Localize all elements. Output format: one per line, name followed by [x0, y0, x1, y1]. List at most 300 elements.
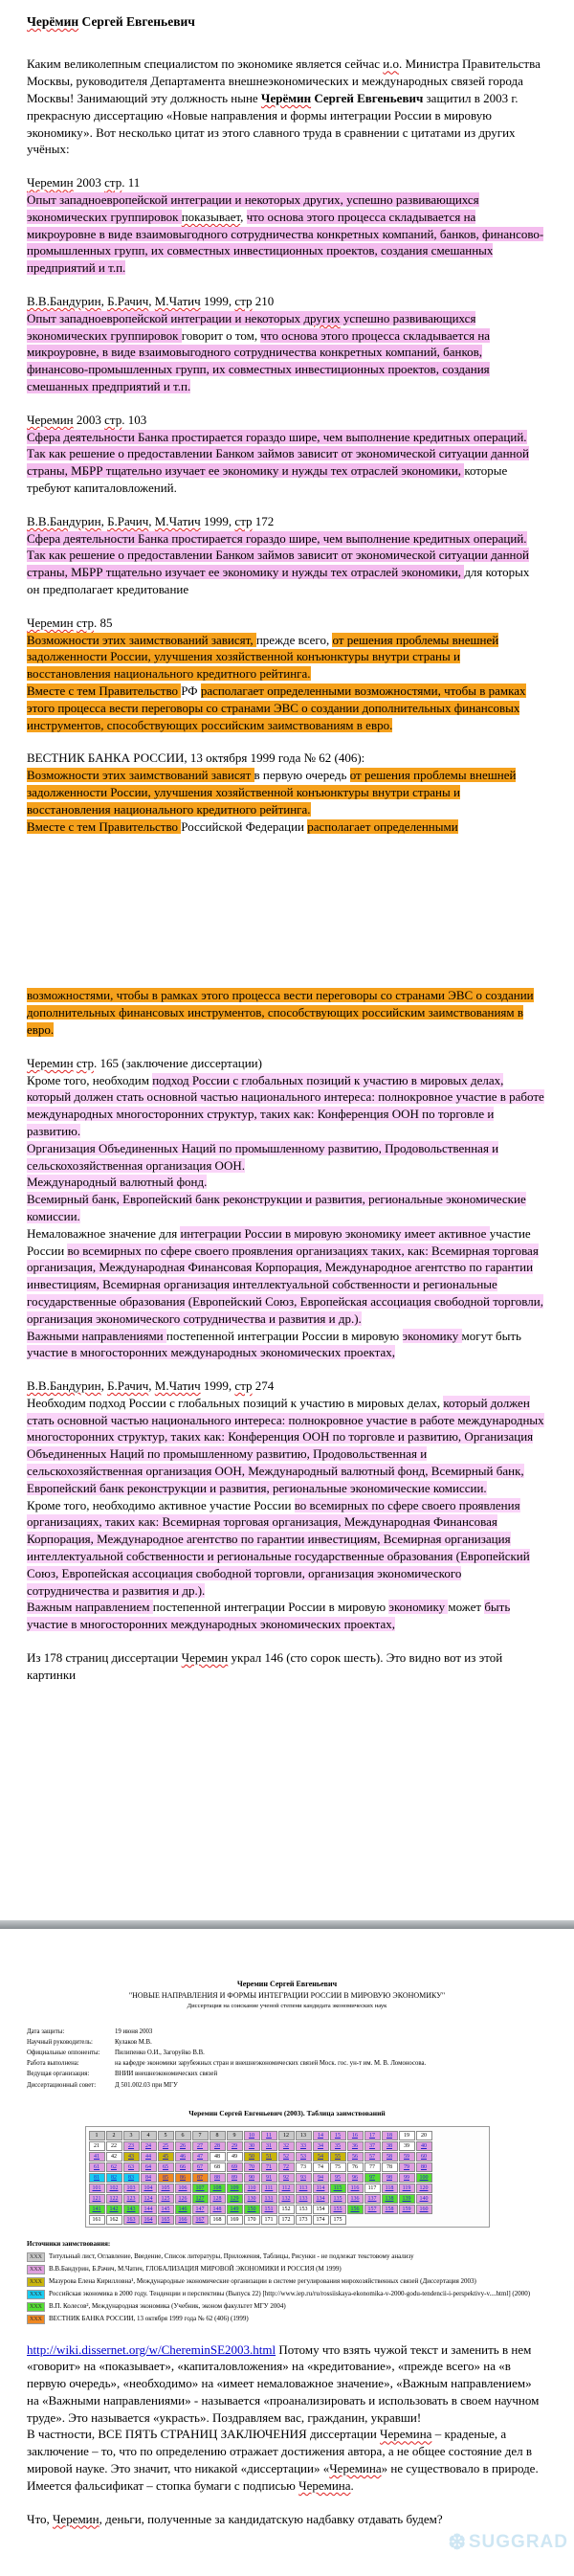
metadata-value: Пилипенко О.И., Загоруйко В.В. — [115, 2048, 426, 2058]
text-segment: М.Чатич — [155, 294, 201, 308]
text-segment: что основа этого процесса складывается на микроуровне, в виде взаимовыгодного сотрудничества конкретных компаний, банков, финансово-промышленных групп, их совместных инвестиционных проектов, создания смешанных предприятий и т.п. — [27, 328, 490, 393]
metadata-row — [27, 2069, 426, 2079]
page-cell[interactable]: 108 — [210, 2184, 226, 2193]
text-line — [27, 767, 545, 818]
text-segment: Организация Объединенных Наций по промышленному развитию, Продовольственная и сельскохозяйственная организация ООН. — [27, 1141, 498, 1173]
page-cell[interactable]: 98 — [382, 2173, 398, 2183]
text-segment: стр — [104, 413, 121, 427]
quote-bandurin-p210 — [27, 293, 545, 395]
text-segment: . 103 — [121, 413, 146, 427]
page-cell[interactable]: 66 — [175, 2162, 191, 2172]
text-line — [27, 2341, 545, 2427]
page-cell[interactable]: 113 — [296, 2184, 312, 2193]
text-segment: Сергей Евгеньевич — [78, 14, 195, 29]
text-segment: . 11 — [121, 175, 140, 190]
page-cell[interactable]: 110 — [244, 2184, 260, 2193]
legend-text: Мазурова Елена Кирилловна¹, Международные экономические организации в системе регулирования мирохозяйственных связей (Диссертация 2003) — [49, 2277, 476, 2285]
table-row — [89, 2193, 487, 2204]
page-cell[interactable]: 61 — [89, 2162, 105, 2172]
page-cell[interactable]: 93 — [296, 2173, 312, 2183]
text-line — [27, 1328, 545, 1362]
page-cell[interactable]: 89 — [227, 2173, 243, 2183]
page-cell[interactable]: 43 — [123, 2152, 140, 2162]
page-cell[interactable]: 119 — [399, 2184, 415, 2193]
quote-source-line — [27, 513, 545, 530]
legend-swatch-gray: XXX — [27, 2252, 45, 2262]
page-cell: 152 — [278, 2205, 295, 2214]
page-cell: 173 — [296, 2215, 312, 2225]
quote-source-line — [27, 1378, 545, 1395]
page-cell[interactable]: 69 — [227, 2162, 243, 2172]
table-row — [89, 2162, 487, 2172]
page-cell[interactable]: 123 — [123, 2194, 140, 2204]
legend-item-gray — [27, 2251, 547, 2262]
page-cell: 174 — [313, 2215, 329, 2225]
page-cell[interactable]: 29 — [227, 2141, 243, 2151]
legend-swatch-pink: XXX — [27, 2265, 45, 2274]
page-cell[interactable]: 139 — [399, 2194, 415, 2204]
page-cell[interactable]: 106 — [175, 2184, 191, 2193]
page-cell[interactable]: 53 — [296, 2152, 312, 2162]
metadata-value: на кафедре экономики зарубежных стран и внешнеэкономических связей Моск. гос. ун-т им. М. В. Ломоносова. — [115, 2058, 426, 2069]
page-cell[interactable]: 122 — [106, 2194, 122, 2204]
text-segment: Черёмин — [261, 91, 311, 105]
dissernet-wiki-link[interactable]: http://wiki.dissernet.org/w/ChereminSE2003.html — [27, 2342, 276, 2357]
page-cell: 73 — [296, 2162, 312, 2172]
text-segment: возможностями, чтобы в рамках этого процесса вести переговоры со странами ЭВС о создании дополнительных финансовых инструментов, способствующих российским заимствованиям в евро. — [27, 988, 534, 1037]
page-cell[interactable]: 104 — [141, 2184, 157, 2193]
text-segment: , — [101, 514, 108, 528]
page-cell[interactable]: 16 — [347, 2131, 364, 2140]
text-segment: Черемин — [27, 1056, 74, 1070]
page-cell[interactable]: 86 — [175, 2173, 191, 2183]
page-cell: 6 — [175, 2131, 191, 2140]
quote-cheremin-p165 — [27, 1055, 545, 1361]
text-segment: М.Чатич — [155, 514, 201, 528]
text-segment: во всемирных по сфере своего проявления организациях таких, как: Всемирная торговая организация, Международная Финансовая Корпорация, Международное агентство по гарантии инвестициям, Всемирная организация интеллектуальной собственности и региональные государственные образования (Европейский Союз, Европейская ассоциация свободной торговли, организация экономического сотрудничества и развития и др.). — [27, 1243, 543, 1326]
page-cell[interactable]: 127 — [192, 2194, 209, 2204]
page-cell[interactable]: 160 — [416, 2205, 432, 2214]
text-segment: интеграции России в мировую экономику имеет активное — [180, 1226, 489, 1241]
page-cell[interactable]: 31 — [261, 2141, 277, 2151]
page-cell[interactable]: 79 — [399, 2162, 415, 2172]
page-cell[interactable]: 156 — [347, 2205, 364, 2214]
text-segment: РФ — [181, 683, 201, 698]
page-cell[interactable]: 109 — [227, 2184, 243, 2193]
metadata-value: Д 501.002.03 при МГУ — [115, 2080, 426, 2091]
text-segment: участие России — [27, 1226, 531, 1258]
page-cell[interactable]: 99 — [399, 2173, 415, 2183]
page-cell[interactable]: 164 — [141, 2215, 157, 2225]
page-cell[interactable]: 72 — [278, 2162, 295, 2172]
page-cell[interactable]: 82 — [106, 2173, 122, 2183]
text-segment: в первую очередь — [254, 768, 350, 782]
page-cell[interactable]: 167 — [192, 2215, 209, 2225]
page-cell[interactable]: 26 — [175, 2141, 191, 2151]
page-cell[interactable]: 105 — [158, 2184, 174, 2193]
text-line — [27, 1191, 545, 1225]
page-break-gap — [27, 851, 545, 987]
metadata-label: Работа выполнена: — [27, 2058, 115, 2069]
page-cell[interactable]: 100 — [416, 2173, 432, 2183]
text-segment: для которых он предполагает кредитование — [27, 565, 529, 596]
metadata-row — [27, 2037, 426, 2048]
page-cell[interactable]: 145 — [158, 2205, 174, 2214]
text-segment: , деньги, полученные за кандидатскую надбавку отдавать будем? — [99, 2512, 443, 2526]
page-cell[interactable]: 51 — [261, 2152, 277, 2162]
page-cell[interactable]: 121 — [89, 2194, 105, 2204]
page-cell[interactable]: 46 — [175, 2152, 191, 2162]
page-cell[interactable]: 102 — [106, 2184, 122, 2193]
text-segment: Так как решение о предоставлении Банком займов зависит от экономической ситуации данной страны, МБРР тщательно изучает ее экономику и нужды тех отраслей экономики, — [27, 446, 529, 478]
pre-image-gap — [27, 1700, 545, 1920]
page-cell[interactable]: 95 — [330, 2173, 346, 2183]
page-cell[interactable]: 18 — [382, 2131, 398, 2140]
page-cell: 68 — [210, 2162, 226, 2172]
page-cell: 77 — [364, 2162, 381, 2172]
page-cell: 75 — [330, 2162, 346, 2172]
text-segment: Кроме того, необходим — [27, 1073, 152, 1087]
text-segment: постепенной интеграции России в мировую — [166, 1329, 403, 1343]
page-cell[interactable]: 147 — [192, 2205, 209, 2214]
metadata-value: 19 июня 2003 — [115, 2027, 426, 2037]
page-cell[interactable]: 130 — [244, 2194, 260, 2204]
page-cell: 153 — [296, 2205, 312, 2214]
page-cell: 22 — [106, 2141, 122, 2151]
legend-swatch-green: XXX — [27, 2302, 45, 2312]
text-line — [27, 56, 545, 158]
quote-cheremin-p103 — [27, 412, 545, 497]
text-segment: . Министра Правительства Москвы, руководителя Департамента внешнеэкономических и международных связей города Москвы! Занимающий эту должность ныне — [27, 56, 541, 105]
text-segment: Каким великолепным специалистом по экономике является сейчас — [27, 56, 383, 71]
page-cell[interactable]: 134 — [313, 2194, 329, 2204]
text-segment: стр — [104, 175, 121, 190]
page-cell[interactable]: 71 — [261, 2162, 277, 2172]
text-segment: стр — [77, 1056, 94, 1070]
page-cell: 74 — [313, 2162, 329, 2172]
legend-item-cyan — [27, 2289, 547, 2299]
page-cell[interactable]: 17 — [364, 2131, 381, 2140]
quote-source-line — [27, 615, 545, 632]
text-line — [27, 2511, 545, 2528]
legend-item-orange — [27, 2314, 547, 2324]
page-cell[interactable]: 159 — [399, 2205, 415, 2214]
text-segment: 210 — [253, 294, 275, 308]
page-cell[interactable]: 37 — [364, 2141, 381, 2151]
page-cell[interactable]: 144 — [141, 2205, 157, 2214]
page-cell[interactable]: 120 — [416, 2184, 432, 2193]
page-cell[interactable]: 30 — [244, 2141, 260, 2151]
table-row — [89, 2172, 487, 2183]
text-segment: В.В.Бандурин — [27, 294, 101, 308]
page-cell[interactable]: 92 — [278, 2173, 295, 2183]
page-cell[interactable]: 124 — [141, 2194, 157, 2204]
text-segment: Вместе с тем Правительство — [27, 819, 181, 834]
page-cell[interactable]: 158 — [382, 2205, 398, 2214]
text-segment: Возможности этих заимствований зависят, — [27, 633, 256, 647]
text-line — [27, 13, 545, 31]
text-segment: украл 146 (сто сорок шесть). Это видно вот из этой картинки — [27, 1650, 502, 1682]
page-cell[interactable]: 60 — [416, 2152, 432, 2162]
text-segment: , — [148, 1378, 155, 1393]
page-cell[interactable]: 52 — [278, 2152, 295, 2162]
text-segment: , — [148, 514, 155, 528]
page-cell[interactable]: 28 — [210, 2141, 226, 2151]
metadata-row — [27, 2058, 426, 2069]
page-cell[interactable]: 56 — [347, 2152, 364, 2162]
text-segment: защитил в 2003 г. прекрасную диссертацию «Новые направления и формы интеграции России в мировую экономику». Вот несколько цитат из этого славного труда в сравнении с цитатами из других учёных: — [27, 91, 519, 156]
text-segment: Немаловажное значение для — [27, 1226, 180, 1241]
page-cell[interactable]: 50 — [244, 2152, 260, 2162]
quote-source-line — [27, 750, 545, 767]
text-segment: подход России с глобальных позиций к участию в мировых делах, который должен стать основной частью национального интереса: полнокровное участие в работе международных многосторонних структур, таких как: Конференция ООН по торговле и развитию. — [27, 1073, 544, 1138]
page-cell[interactable]: 148 — [210, 2205, 226, 2214]
metadata-label: Научный руководитель: — [27, 2037, 115, 2048]
page-cell[interactable]: 103 — [123, 2184, 140, 2193]
page-cell: 169 — [227, 2215, 243, 2225]
page-cell[interactable]: 128 — [210, 2194, 226, 2204]
text-segment: . 85 — [94, 616, 113, 630]
page-cell[interactable]: 54 — [313, 2152, 329, 2162]
text-segment: быть участие в многосторонних международных экономических проектах, — [27, 1600, 510, 1631]
page-cell[interactable]: 45 — [158, 2152, 174, 2162]
text-line — [27, 1649, 545, 1684]
text-segment: 1999, — [201, 1378, 235, 1393]
legend-swatch-yellow: XXX — [27, 2277, 45, 2287]
page-cell[interactable]: 157 — [364, 2205, 381, 2214]
page-cell[interactable]: 14 — [313, 2131, 329, 2140]
text-line — [27, 429, 545, 446]
page-cell[interactable]: 27 — [192, 2141, 209, 2151]
page-cell[interactable]: 25 — [158, 2141, 174, 2151]
page-cell[interactable]: 36 — [347, 2141, 364, 2151]
table-row — [89, 2183, 487, 2193]
page-cell[interactable]: 70 — [244, 2162, 260, 2172]
conclusion-question — [27, 2511, 545, 2528]
legend-item-yellow — [27, 2276, 547, 2287]
page-cell[interactable]: 146 — [175, 2205, 191, 2214]
text-segment: что основа этого процесса складывается на микроуровне в виде взаимовыгодного сотрудничества конкретных компаний, банков, финансово-промышленных групп, их совместных инвестиционных проектов, создания смешанных предприятий и т.п. — [27, 210, 543, 275]
text-segment: . 165 (заключение диссертации) — [94, 1056, 262, 1070]
metadata-label: Дата защиты: — [27, 2027, 115, 2037]
text-segment: и.о — [383, 56, 399, 71]
text-segment: стр — [234, 1378, 252, 1393]
page-cell: 21 — [89, 2141, 105, 2151]
page-cell[interactable]: 63 — [123, 2162, 140, 2172]
page-cell[interactable]: 141 — [89, 2205, 105, 2214]
image-separator-bar — [0, 1920, 574, 1929]
quote-cheremin-p85 — [27, 615, 545, 734]
page-cell[interactable]: 40 — [416, 2141, 432, 2151]
legend-swatch-cyan: XXX — [27, 2290, 45, 2299]
metadata-row — [27, 2048, 426, 2058]
page-cell[interactable]: 135 — [330, 2194, 346, 2204]
page-cell: 170 — [244, 2215, 260, 2225]
page-cell[interactable]: 126 — [175, 2194, 191, 2204]
text-segment: других — [303, 311, 340, 325]
page-cell: 175 — [330, 2215, 346, 2225]
page-cell[interactable]: 34 — [313, 2141, 329, 2151]
page-cell[interactable]: 155 — [330, 2205, 346, 2214]
page-cell: 42 — [106, 2152, 122, 2162]
page-cell[interactable]: 23 — [123, 2141, 140, 2151]
page-cell[interactable]: 111 — [261, 2184, 277, 2193]
page-cell[interactable]: 38 — [382, 2141, 398, 2151]
page-cell[interactable]: 129 — [227, 2194, 243, 2204]
legend-title: Источники заимствования: — [27, 2239, 547, 2250]
text-segment: 2003 — [74, 413, 105, 427]
text-line — [27, 445, 545, 496]
page-cell[interactable]: 80 — [416, 2162, 432, 2172]
page-cell[interactable]: 11 — [261, 2131, 277, 2140]
text-line — [27, 1072, 545, 1140]
page-cell[interactable]: 91 — [261, 2173, 277, 2183]
page-cell[interactable]: 150 — [244, 2205, 260, 2214]
page-cell[interactable]: 44 — [141, 2152, 157, 2162]
page-cell[interactable]: 149 — [227, 2205, 243, 2214]
legend-text: ВЕСТНИК БАНКА РОССИИ, 13 октября 1999 года № 62 (406) (1999) — [49, 2315, 249, 2322]
dissertation-header — [27, 1979, 547, 2011]
page-cell[interactable]: 115 — [330, 2184, 346, 2193]
page-cell[interactable]: 94 — [313, 2173, 329, 2183]
page-cell[interactable]: 35 — [330, 2141, 346, 2151]
text-line — [27, 818, 545, 836]
page-cell[interactable]: 125 — [158, 2194, 174, 2204]
page-cell[interactable]: 84 — [141, 2173, 157, 2183]
page-cell[interactable]: 116 — [347, 2184, 364, 2193]
page-cell[interactable]: 165 — [158, 2215, 174, 2225]
text-segment: Необходим подход России с глобальных позиций к участию в мировых делах, — [27, 1396, 443, 1410]
page-cell[interactable]: 131 — [261, 2194, 277, 2204]
text-segment: , — [148, 294, 155, 308]
legend-item-green — [27, 2301, 547, 2312]
page-cell[interactable]: 132 — [278, 2194, 295, 2204]
text-segment: В частности, ВСЕ ПЯТЬ СТРАНИЦ ЗАКЛЮЧЕНИЯ диссертации — [27, 2427, 380, 2441]
page-cell[interactable]: 67 — [192, 2162, 209, 2172]
page-cell[interactable]: 58 — [382, 2152, 398, 2162]
legend-swatch-orange: XXX — [27, 2315, 45, 2324]
page-cell: 3 — [123, 2131, 140, 2140]
page-cell[interactable]: 166 — [175, 2215, 191, 2225]
page-cell: 78 — [382, 2162, 398, 2172]
quote-bandurin-p172 — [27, 513, 545, 598]
page-cell: 4 — [141, 2131, 157, 2140]
text-line — [27, 2426, 545, 2494]
page-cell[interactable]: 142 — [106, 2205, 122, 2214]
page-cell[interactable]: 83 — [123, 2173, 140, 2183]
page-cell[interactable]: 140 — [416, 2194, 432, 2204]
text-segment: стр — [77, 616, 94, 630]
page-cell[interactable]: 41 — [89, 2152, 105, 2162]
metadata-value: ВНИИ внешнеэкономических связей — [115, 2069, 426, 2079]
page-cell[interactable]: 85 — [158, 2173, 174, 2183]
text-segment: В.В.Бандурин — [27, 514, 101, 528]
text-segment: , — [101, 294, 108, 308]
page-cell[interactable]: 133 — [296, 2194, 312, 2204]
page-cell: 172 — [278, 2215, 295, 2225]
page-cell[interactable]: 32 — [278, 2141, 295, 2151]
text-segment: Сфера деятельности Банка простирается гораздо шире, чем выполнение кредитных операций. — [27, 531, 527, 546]
page-cell[interactable]: 97 — [364, 2173, 381, 2183]
page-cell[interactable]: 24 — [141, 2141, 157, 2151]
page-cell[interactable]: 163 — [123, 2215, 140, 2225]
text-segment: во всемирных по сфере своего проявления организациях, таких как: Всемирная торговая организация, Международная Финансовая Корпорация, Международное агентство по гарантии инвестициям, Всемирная организация интеллектуальной собственности и региональные государственные образования (Европейский Союз, Европейская ассоциация свободной торговли, организация экономического сотрудничества и развития и др.). — [27, 1498, 530, 1598]
page-cell[interactable]: 87 — [192, 2173, 209, 2183]
text-segment: Б.Рачич — [107, 514, 148, 528]
text-line — [27, 547, 545, 597]
page-cell[interactable]: 62 — [106, 2162, 122, 2172]
text-line — [27, 987, 545, 1038]
page-cell: 8 — [210, 2131, 226, 2140]
metadata-label: Диссертационный совет: — [27, 2080, 115, 2091]
text-segment: » не существовало в природе. Имеется фальсификат – стопка бумаги с подписью — [27, 2461, 539, 2493]
text-segment: , — [240, 210, 247, 224]
page-cell[interactable]: 114 — [313, 2184, 329, 2193]
text-segment: Черемин — [182, 1650, 229, 1665]
page-cell[interactable]: 96 — [347, 2173, 364, 2183]
page-cell[interactable]: 143 — [123, 2205, 140, 2214]
text-segment: Сфера деятельности Банка простирается гораздо шире, чем выполнение кредитных операций. — [27, 430, 527, 444]
page-cell[interactable]: 88 — [210, 2173, 226, 2183]
page-cell[interactable]: 118 — [382, 2184, 398, 2193]
text-segment: Б.Рачич — [107, 1378, 148, 1393]
page-cell[interactable]: 64 — [141, 2162, 157, 2172]
page-cell[interactable]: 112 — [278, 2184, 295, 2193]
text-line — [27, 191, 545, 277]
page-cell: 2 — [106, 2131, 122, 2140]
page-cell[interactable]: 101 — [89, 2184, 105, 2193]
page-cell[interactable]: 107 — [192, 2184, 209, 2193]
text-segment: располагает определенными возможностями, чтобы в рамках этого процесса вести переговоры со странами ЭВС о создании дополнительных финансовых инструментов, способствующих российским заимствованиям в евро. — [27, 683, 526, 732]
page-cell[interactable]: 57 — [364, 2152, 381, 2162]
page-cell[interactable]: 33 — [296, 2141, 312, 2151]
page-cell[interactable]: 65 — [158, 2162, 174, 2172]
page-cell[interactable]: 137 — [364, 2194, 381, 2204]
legend-text: Титульный лист, Оглавление, Введение, Список литературы, Приложения, Таблицы, Рисунки - не подлежат текстовому анализу — [49, 2252, 414, 2260]
page-cell[interactable]: 136 — [347, 2194, 364, 2204]
text-segment: Что, — [27, 2512, 53, 2526]
page-cell[interactable]: 59 — [399, 2152, 415, 2162]
text-segment: от решения проблемы внешней задолженности России, улучшения хозяйственной конъюнктуры внутри страны и восстановления национального кредитного рейтинга. — [27, 633, 498, 682]
page-cell[interactable]: 15 — [330, 2131, 346, 2140]
text-segment: 274 — [253, 1378, 275, 1393]
page-cell[interactable]: 90 — [244, 2173, 260, 2183]
text-line — [27, 683, 545, 733]
text-segment: . — [351, 2478, 354, 2493]
page-cell[interactable]: 138 — [382, 2194, 398, 2204]
legend-text: В.В.Бандурин, Б.Рачич, М.Чатич, ГЛОБАЛИЗАЦИЯ МИРОВОЙ ЭКОНОМИКИ И РОССИЯ (М 1999) — [49, 2265, 342, 2273]
quote-source-line — [27, 174, 545, 191]
page-cell[interactable]: 55 — [330, 2152, 346, 2162]
page-cell: 9 — [227, 2131, 243, 2140]
page-cell: 161 — [89, 2215, 105, 2225]
text-segment: Международный валютный фонд. — [27, 1175, 207, 1189]
text-segment: Сергей Евгеньевич — [311, 91, 423, 105]
quote-source-line — [27, 412, 545, 429]
page-cell[interactable]: 151 — [261, 2205, 277, 2214]
text-segment: Черемина — [329, 2461, 381, 2475]
page-cell[interactable]: 81 — [89, 2173, 105, 2183]
table-row — [89, 2151, 487, 2162]
page-cell[interactable]: 10 — [244, 2131, 260, 2140]
page-cell: 5 — [158, 2131, 174, 2140]
quote-vestnik-banka-rossii — [27, 750, 545, 835]
page-cell[interactable]: 47 — [192, 2152, 209, 2162]
text-segment: Черемин — [53, 2512, 99, 2526]
text-segment: В.В.Бандурин — [27, 1378, 101, 1393]
text-segment: Так как решение о предоставлении Банком займов зависит от экономической ситуации данной страны, МБРР тщательно изучает ее экономику и нужды тех отраслей экономики, — [27, 548, 529, 579]
text-segment: Черемин — [27, 175, 74, 190]
